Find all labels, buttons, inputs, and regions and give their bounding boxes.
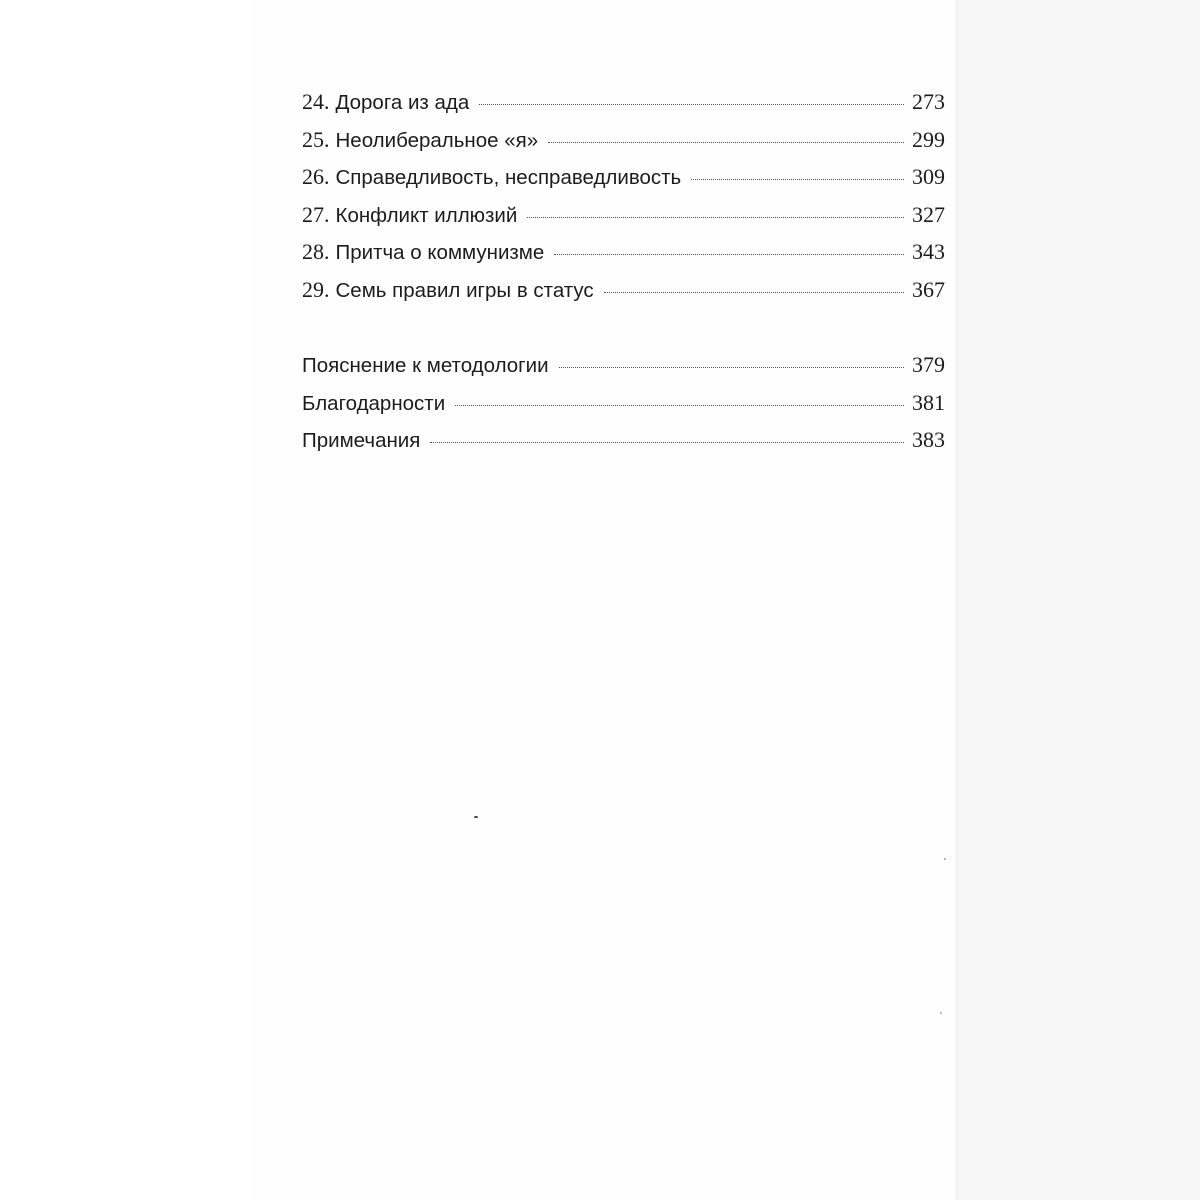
page-number: 379 xyxy=(912,352,945,377)
page-margin xyxy=(955,0,1200,1200)
dot-leader xyxy=(548,142,904,143)
toc-entry xyxy=(302,271,945,309)
toc-entry xyxy=(302,83,945,121)
page-number: 383 xyxy=(912,427,945,452)
toc-entry xyxy=(302,384,945,422)
dot-leader xyxy=(455,405,904,406)
page-number: 367 xyxy=(912,276,945,302)
chapter-number: 29. xyxy=(302,276,330,302)
toc-entry xyxy=(302,158,945,196)
toc-entry xyxy=(302,346,945,384)
page-number: 381 xyxy=(912,389,945,415)
dot-leader xyxy=(430,442,904,443)
page-number: 309 xyxy=(912,164,945,189)
scan-speck xyxy=(944,858,946,860)
toc-entry xyxy=(302,421,945,459)
chapter-number: 24. xyxy=(302,89,330,114)
dot-leader xyxy=(527,217,904,218)
toc-entry xyxy=(302,233,945,271)
chapter-number: 27. xyxy=(302,201,330,227)
scan-speck xyxy=(940,1012,942,1014)
dot-leader xyxy=(479,104,904,105)
chapter-title: Неолиберальное «я» xyxy=(335,128,539,152)
section-spacer xyxy=(302,308,945,346)
chapter-title: Справедливость, несправедливость xyxy=(335,166,682,189)
chapter-number: 28. xyxy=(302,239,330,264)
page-number: 343 xyxy=(912,239,945,264)
dot-leader xyxy=(554,254,904,255)
page-number: 299 xyxy=(912,126,945,152)
dot-leader xyxy=(691,179,904,180)
page-number: 327 xyxy=(912,201,945,227)
dot-leader xyxy=(559,367,904,368)
scan-speck xyxy=(474,816,478,818)
page-number: 273 xyxy=(912,89,945,114)
toc-entry xyxy=(302,196,945,234)
chapter-title: Семь правил игры в статус xyxy=(335,278,594,302)
table-of-contents xyxy=(302,83,945,459)
chapter-title: Конфликт иллюзий xyxy=(335,203,518,227)
back-matter-title: Пояснение к методологии xyxy=(302,354,549,377)
chapter-title: Дорога из ада xyxy=(335,91,470,114)
dot-leader xyxy=(604,292,904,293)
chapter-number: 26. xyxy=(302,164,330,189)
toc-entry xyxy=(302,121,945,159)
back-matter-title: Благодарности xyxy=(302,391,446,415)
chapter-title: Притча о коммунизме xyxy=(335,241,545,264)
back-matter-title: Примечания xyxy=(302,429,421,452)
chapter-number: 25. xyxy=(302,126,330,152)
